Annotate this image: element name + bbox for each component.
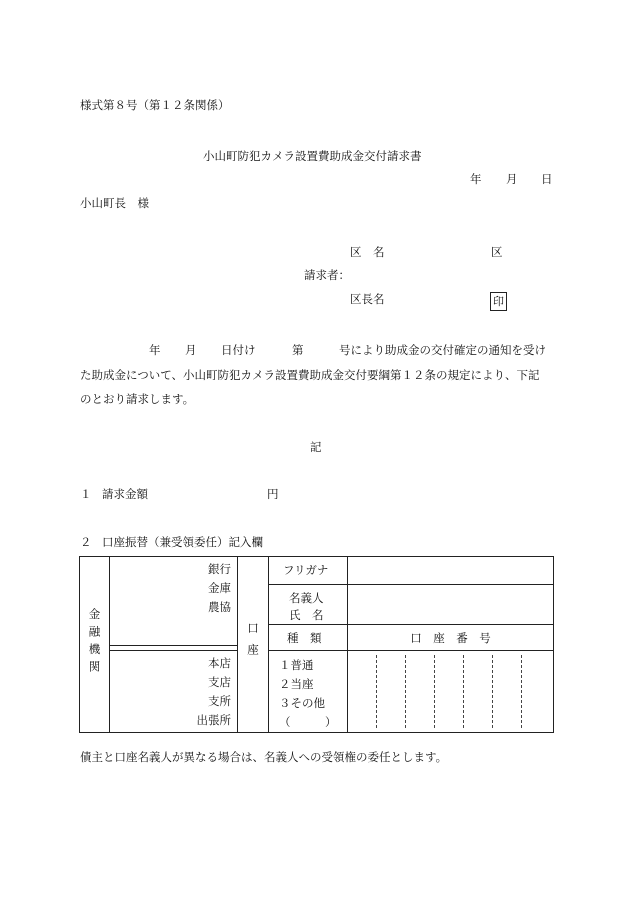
footnote: 債主と口座名義人が異なる場合は、名義人への受領権の委任とします。 (80, 750, 448, 764)
account-type-other[interactable]: ３その他 (279, 696, 325, 710)
item1-unit: 円 (267, 487, 279, 501)
addressee: 小山町長 様 (80, 196, 149, 210)
branch-type-honten: 本店 (208, 656, 231, 670)
account-type-toza[interactable]: ２当座 (279, 677, 314, 691)
form-number: 様式第８号（第１２条関係） (80, 98, 230, 112)
ku-name-label: 区 名 (350, 245, 385, 259)
bank-type-cell (110, 557, 238, 651)
bank-type-kinko: 金庫 (208, 581, 231, 595)
item2-number: ２ (80, 535, 92, 549)
financial-institution-header: 金融機関 (80, 557, 110, 733)
branch-type-shiten: 支店 (208, 675, 231, 689)
body-date-suffix: 日付け (221, 343, 256, 357)
account-number-label: 口 座 番 号 (348, 625, 554, 651)
furigana-input[interactable] (348, 557, 554, 585)
seal-mark: 印 (490, 292, 507, 311)
holder-name-label: 名義人 氏 名 (269, 585, 348, 625)
body-line2: た助成金について、小山町防犯カメラ設置費助成金交付要綱第１２条の規定により、下記 (80, 368, 540, 382)
body-dai: 第 (292, 343, 304, 357)
body-month: 月 (185, 343, 197, 357)
furigana-label: フリガナ (269, 557, 348, 585)
holder-name-input[interactable] (348, 585, 554, 625)
body-line1-rest: 号により助成金の交付確定の通知を受け (339, 343, 546, 357)
item2-label: 口座振替（兼受領委任）記入欄 (102, 535, 263, 549)
bank-type-nokyo: 農協 (208, 600, 231, 614)
date-month-label: 月 (506, 172, 518, 186)
account-header: 口座 (238, 557, 269, 733)
branch-type-cell (110, 651, 238, 733)
page-title: 小山町防犯カメラ設置費助成金交付請求書 (203, 149, 422, 163)
body-year: 年 (149, 343, 161, 357)
item1-number: １ (80, 487, 92, 501)
date-day-label: 日 (541, 172, 553, 186)
account-type-futsu[interactable]: １普通 (279, 658, 314, 672)
body-line3: のとおり請求します。 (80, 392, 195, 406)
ku-suffix: 区 (491, 245, 503, 259)
account-number-input[interactable] (348, 651, 554, 733)
account-type-label: 種 類 (269, 625, 348, 651)
item1-label: 請求金額 (102, 487, 148, 501)
ki-heading: 記 (310, 440, 322, 454)
account-type-options[interactable] (269, 651, 348, 733)
institution-divider (110, 645, 237, 646)
branch-type-shucchojo: 出張所 (196, 713, 231, 727)
account-type-other-blank: （ ） (279, 715, 337, 729)
bank-type-bank: 銀行 (208, 562, 231, 576)
date-year-label: 年 (470, 172, 482, 186)
branch-type-shisho: 支所 (208, 694, 231, 708)
claimant-label: 請求者： (304, 268, 350, 282)
chief-name-label: 区長名 (350, 292, 385, 306)
